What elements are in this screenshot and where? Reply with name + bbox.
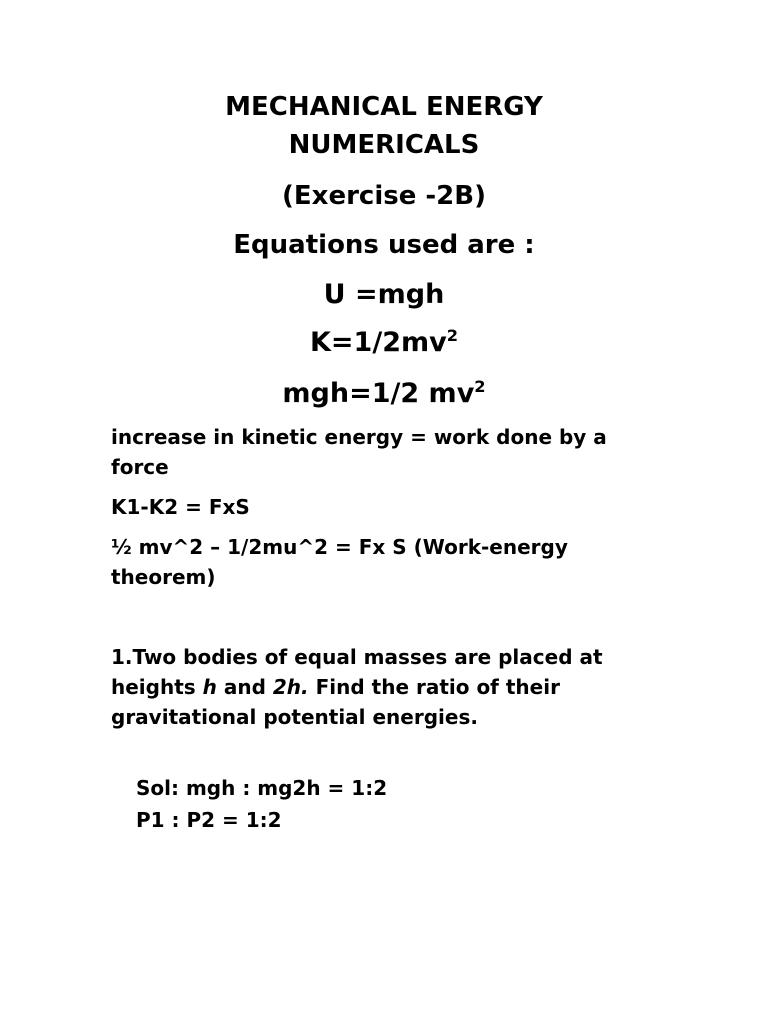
equation-conservation-base: mgh=1/2 mv [282,378,475,409]
equation-conservation-exponent: 2 [474,377,486,396]
exercise-label: (Exercise -2B) [282,181,486,211]
solution-1-line-1: Sol: mgh : mg2h = 1:2 [136,776,388,800]
question-1-h: h [202,675,217,699]
question-1-suffix: Find the ratio of their gravitational potential energies. [111,675,560,729]
equation-kinetic-exponent: 2 [446,326,458,345]
equation-kinetic-base: K=1/2mv [310,327,447,358]
solution-1-line-2: P1 : P2 = 1:2 [136,808,282,832]
equation-kinetic [0,326,768,360]
equation-conservation [0,377,768,411]
question-1-2h: 2h. [272,675,309,699]
question-1-and: and [216,675,273,699]
note-theorem: ½ mv^2 – 1/2mu^2 = Fx S (Work-energy theorem) [111,535,568,589]
note-k-difference: K1-K2 = FxS [111,495,250,519]
equations-heading: Equations used are : [233,230,535,260]
title-line-2: NUMERICALS [288,130,480,160]
question-1-prefix: 1.Two bodies of equal masses are placed at heights [111,645,603,699]
title-line-1: MECHANICAL ENERGY [225,92,543,122]
question-1 [111,642,671,732]
equation-potential: U =mgh [323,279,445,310]
note-work-energy: increase in kinetic energy = work done by a force [111,425,607,479]
